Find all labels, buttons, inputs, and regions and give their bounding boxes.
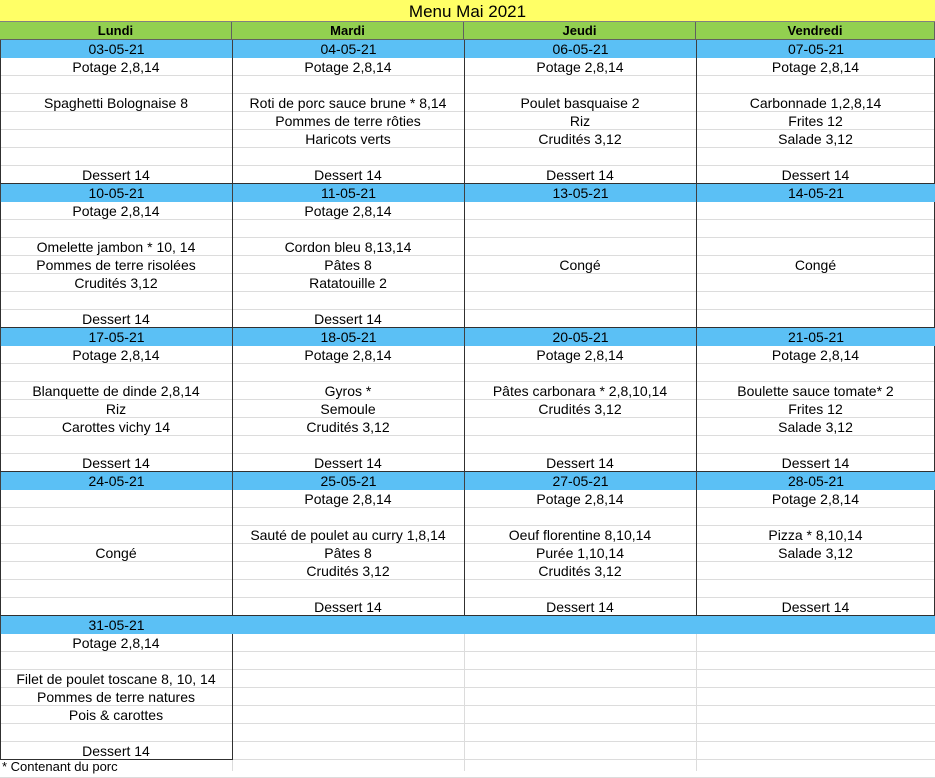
menu-line[interactable] [1, 526, 231, 544]
menu-line[interactable] [1, 652, 231, 670]
menu-line[interactable]: Oeuf florentine 8,10,14 [508, 527, 652, 543]
menu-line[interactable] [465, 148, 695, 166]
menu-line[interactable]: Semoule [320, 401, 376, 417]
menu-line[interactable]: Potage 2,8,14 [771, 491, 860, 507]
menu-line[interactable] [1, 436, 231, 454]
menu-line[interactable] [465, 238, 695, 256]
menu-line[interactable]: Potage 2,8,14 [304, 203, 392, 219]
date-cell-vendredi[interactable]: 28-05-21 [696, 472, 935, 490]
menu-line[interactable] [1, 508, 231, 526]
menu-line[interactable]: Roti de porc sauce brune * 8,14 [249, 95, 447, 111]
menu-line[interactable]: Gyros * [324, 383, 372, 399]
menu-line[interactable] [233, 76, 463, 94]
footnote[interactable]: * Contenant du porc [2, 759, 118, 774]
menu-line[interactable]: Pommes de terre rôties [275, 113, 421, 129]
menu-cell-lundi[interactable] [0, 634, 233, 760]
menu-line[interactable] [697, 202, 934, 220]
menu-cell-jeudi[interactable] [464, 58, 697, 184]
sheet-title[interactable]: Menu Mai 2021 [0, 0, 935, 22]
menu-line[interactable] [233, 220, 463, 238]
menu-line[interactable]: Pommes de terre risolées [36, 257, 196, 273]
date-cell-vendredi[interactable]: 21-05-21 [696, 328, 935, 346]
date-cell-jeudi[interactable]: 06-05-21 [464, 40, 696, 58]
menu-line[interactable]: Potage 2,8,14 [771, 59, 860, 75]
day-header-row [0, 22, 935, 40]
menu-line[interactable] [1, 724, 231, 742]
menu-line[interactable]: Potage 2,8,14 [304, 491, 392, 507]
menu-line[interactable]: Dessert 14 [546, 455, 614, 471]
grid-col-line [464, 616, 465, 771]
week-date-row [0, 328, 935, 346]
menu-line[interactable]: Dessert 14 [314, 599, 382, 615]
menu-line[interactable]: Blanquette de dinde 2,8,14 [32, 383, 200, 399]
menu-line[interactable]: Riz [569, 113, 591, 129]
menu-line[interactable] [1, 598, 231, 616]
menu-line[interactable]: Frites 12 [788, 401, 843, 417]
menu-line[interactable]: Haricots verts [305, 131, 391, 147]
menu-line[interactable]: Salade 3,12 [778, 545, 853, 561]
menu-line[interactable] [233, 508, 463, 526]
menu-line[interactable]: Boulette sauce tomate* 2 [737, 383, 894, 399]
menu-cell-mardi[interactable] [232, 346, 465, 472]
date-cell-jeudi[interactable]: 13-05-21 [464, 184, 696, 202]
menu-line[interactable]: Crudités 3,12 [538, 131, 622, 147]
menu-line[interactable]: Ratatouille 2 [309, 275, 387, 291]
menu-line[interactable] [697, 76, 934, 94]
menu-line[interactable]: Spaghetti Bolognaise 8 [44, 95, 188, 111]
menu-cell-mardi[interactable] [232, 490, 465, 616]
menu-line[interactable]: Potage 2,8,14 [72, 347, 160, 363]
menu-cell-jeudi[interactable] [464, 490, 697, 616]
menu-cell-lundi[interactable] [0, 202, 233, 328]
menu-line[interactable] [465, 292, 695, 310]
menu-line[interactable]: Congé [794, 257, 837, 273]
week-date-row [0, 616, 935, 634]
menu-line[interactable]: Potage 2,8,14 [304, 59, 392, 75]
date-cell-lundi[interactable]: 31-05-21 [0, 616, 232, 634]
menu-line[interactable] [465, 418, 695, 436]
menu-line[interactable]: Dessert 14 [82, 311, 150, 327]
date-cell-mardi[interactable]: 04-05-21 [232, 40, 464, 58]
menu-line[interactable]: Pâtes carbonara * 2,8,10,14 [492, 383, 668, 399]
menu-line[interactable] [1, 76, 231, 94]
menu-line[interactable]: Crudités 3,12 [538, 401, 622, 417]
menu-line[interactable]: Pâtes 8 [324, 545, 372, 561]
menu-line[interactable]: Potage 2,8,14 [304, 347, 392, 363]
date-cell-lundi[interactable]: 03-05-21 [0, 40, 232, 58]
menu-line[interactable]: Congé [95, 545, 137, 561]
menu-line[interactable]: Pois & carottes [68, 707, 164, 723]
menu-line[interactable] [465, 220, 695, 238]
menu-cell-jeudi[interactable] [464, 202, 697, 328]
menu-line[interactable]: Cordon bleu 8,13,14 [284, 239, 412, 255]
menu-line[interactable]: Salade 3,12 [778, 419, 853, 435]
date-cell-jeudi[interactable]: 27-05-21 [464, 472, 696, 490]
menu-line[interactable] [1, 130, 231, 148]
menu-line[interactable]: Dessert 14 [546, 167, 614, 183]
menu-line[interactable]: Dessert 14 [781, 455, 850, 471]
menu-cell-jeudi[interactable] [464, 346, 697, 472]
menu-line[interactable] [233, 436, 463, 454]
menu-line[interactable]: Omelette jambon * 10, 14 [36, 239, 196, 255]
menu-line[interactable] [233, 292, 463, 310]
menu-line[interactable] [697, 364, 934, 382]
menu-line[interactable]: Dessert 14 [314, 167, 382, 183]
menu-line[interactable]: Dessert 14 [82, 743, 150, 759]
menu-line[interactable] [697, 508, 934, 526]
menu-line[interactable] [697, 310, 934, 328]
menu-line[interactable]: Dessert 14 [546, 599, 614, 615]
menu-line[interactable] [1, 292, 231, 310]
menu-cell-vendredi[interactable] [696, 202, 935, 328]
menu-line[interactable]: Crudités 3,12 [306, 563, 390, 579]
week-date-row [0, 184, 935, 202]
menu-line[interactable] [465, 364, 695, 382]
menu-line[interactable] [233, 580, 463, 598]
header-lundi[interactable]: Lundi [0, 22, 232, 40]
menu-cell-vendredi[interactable] [696, 58, 935, 184]
menu-line[interactable]: Potage 2,8,14 [771, 347, 860, 363]
menu-line[interactable]: Salade 3,12 [778, 131, 853, 147]
menu-line[interactable]: Sauté de poulet au curry 1,8,14 [250, 527, 446, 543]
menu-line[interactable]: Carbonnade 1,2,8,14 [749, 95, 882, 111]
menu-line[interactable] [697, 274, 934, 292]
menu-line[interactable]: Dessert 14 [314, 455, 382, 471]
date-cell-lundi[interactable]: 24-05-21 [0, 472, 232, 490]
date-cell-lundi[interactable]: 10-05-21 [0, 184, 232, 202]
date-cell-vendredi[interactable]: 14-05-21 [696, 184, 935, 202]
date-cell-mardi[interactable]: 25-05-21 [232, 472, 464, 490]
header-mardi[interactable]: Mardi [232, 22, 464, 40]
header-jeudi[interactable]: Jeudi [464, 22, 696, 40]
menu-line[interactable] [697, 580, 934, 598]
menu-line[interactable] [697, 238, 934, 256]
week-date-row [0, 472, 935, 490]
menu-line[interactable]: Crudités 3,12 [74, 275, 158, 291]
menu-line[interactable] [1, 490, 231, 508]
menu-line[interactable]: Potage 2,8,14 [72, 203, 160, 219]
menu-line[interactable]: Carottes vichy 14 [61, 419, 171, 435]
week-date-row [0, 40, 935, 58]
menu-line[interactable]: Dessert 14 [781, 167, 850, 183]
menu-line[interactable] [1, 562, 231, 580]
menu-line[interactable] [697, 292, 934, 310]
menu-line[interactable] [1, 220, 231, 238]
menu-line[interactable] [465, 580, 695, 598]
menu-line[interactable]: Potage 2,8,14 [536, 59, 624, 75]
menu-line[interactable] [465, 202, 695, 220]
menu-line[interactable]: Filet de poulet toscane 8, 10, 14 [16, 671, 216, 687]
date-cell-vendredi[interactable]: 07-05-21 [696, 40, 935, 58]
menu-cell-mardi[interactable] [232, 202, 465, 328]
menu-cell-vendredi[interactable] [696, 346, 935, 472]
menu-line[interactable] [1, 148, 231, 166]
menu-line[interactable] [1, 112, 231, 130]
menu-line[interactable]: Crudités 3,12 [538, 563, 622, 579]
menu-cell-lundi[interactable] [0, 346, 233, 472]
date-cell-mardi[interactable]: 18-05-21 [232, 328, 464, 346]
menu-line[interactable] [233, 364, 463, 382]
menu-cell-mardi[interactable] [232, 58, 465, 184]
menu-line[interactable]: Purée 1,10,14 [536, 545, 624, 561]
menu-line[interactable] [465, 76, 695, 94]
menu-line[interactable]: Potage 2,8,14 [72, 635, 160, 651]
menu-line[interactable]: Pâtes 8 [324, 257, 372, 273]
menu-line[interactable] [233, 148, 463, 166]
menu-line[interactable] [465, 274, 695, 292]
menu-line[interactable] [697, 436, 934, 454]
date-cell-lundi[interactable]: 17-05-21 [0, 328, 232, 346]
menu-cell-lundi[interactable] [0, 490, 233, 616]
menu-line[interactable] [465, 310, 695, 328]
date-cell-mardi[interactable]: 11-05-21 [232, 184, 464, 202]
menu-cell-lundi[interactable] [0, 58, 233, 184]
header-vendredi[interactable]: Vendredi [696, 22, 935, 40]
menu-line[interactable]: Potage 2,8,14 [72, 59, 160, 75]
menu-line[interactable] [1, 580, 231, 598]
menu-line[interactable]: Dessert 14 [781, 599, 850, 615]
menu-line[interactable] [465, 508, 695, 526]
date-cell-jeudi[interactable]: 20-05-21 [464, 328, 696, 346]
menu-line[interactable] [697, 562, 934, 580]
menu-line[interactable] [697, 148, 934, 166]
menu-line[interactable]: Pizza * 8,10,14 [768, 527, 863, 543]
menu-line[interactable] [697, 220, 934, 238]
menu-line[interactable]: Poulet basquaise 2 [520, 95, 640, 111]
menu-line[interactable]: Frites 12 [788, 113, 843, 129]
menu-line[interactable]: Crudités 3,12 [306, 419, 390, 435]
menu-line[interactable] [465, 436, 695, 454]
menu-cell-vendredi[interactable] [696, 490, 935, 616]
menu-line[interactable]: Congé [559, 257, 601, 273]
menu-line[interactable]: Dessert 14 [82, 167, 150, 183]
menu-line[interactable]: Potage 2,8,14 [536, 491, 624, 507]
menu-line[interactable] [1, 364, 231, 382]
menu-line[interactable]: Riz [105, 401, 127, 417]
menu-line[interactable]: Dessert 14 [82, 455, 150, 471]
menu-line[interactable]: Pommes de terre natures [37, 689, 195, 705]
menu-line[interactable]: Dessert 14 [314, 311, 382, 327]
grid-col-line [696, 616, 697, 771]
menu-line[interactable]: Potage 2,8,14 [536, 347, 624, 363]
